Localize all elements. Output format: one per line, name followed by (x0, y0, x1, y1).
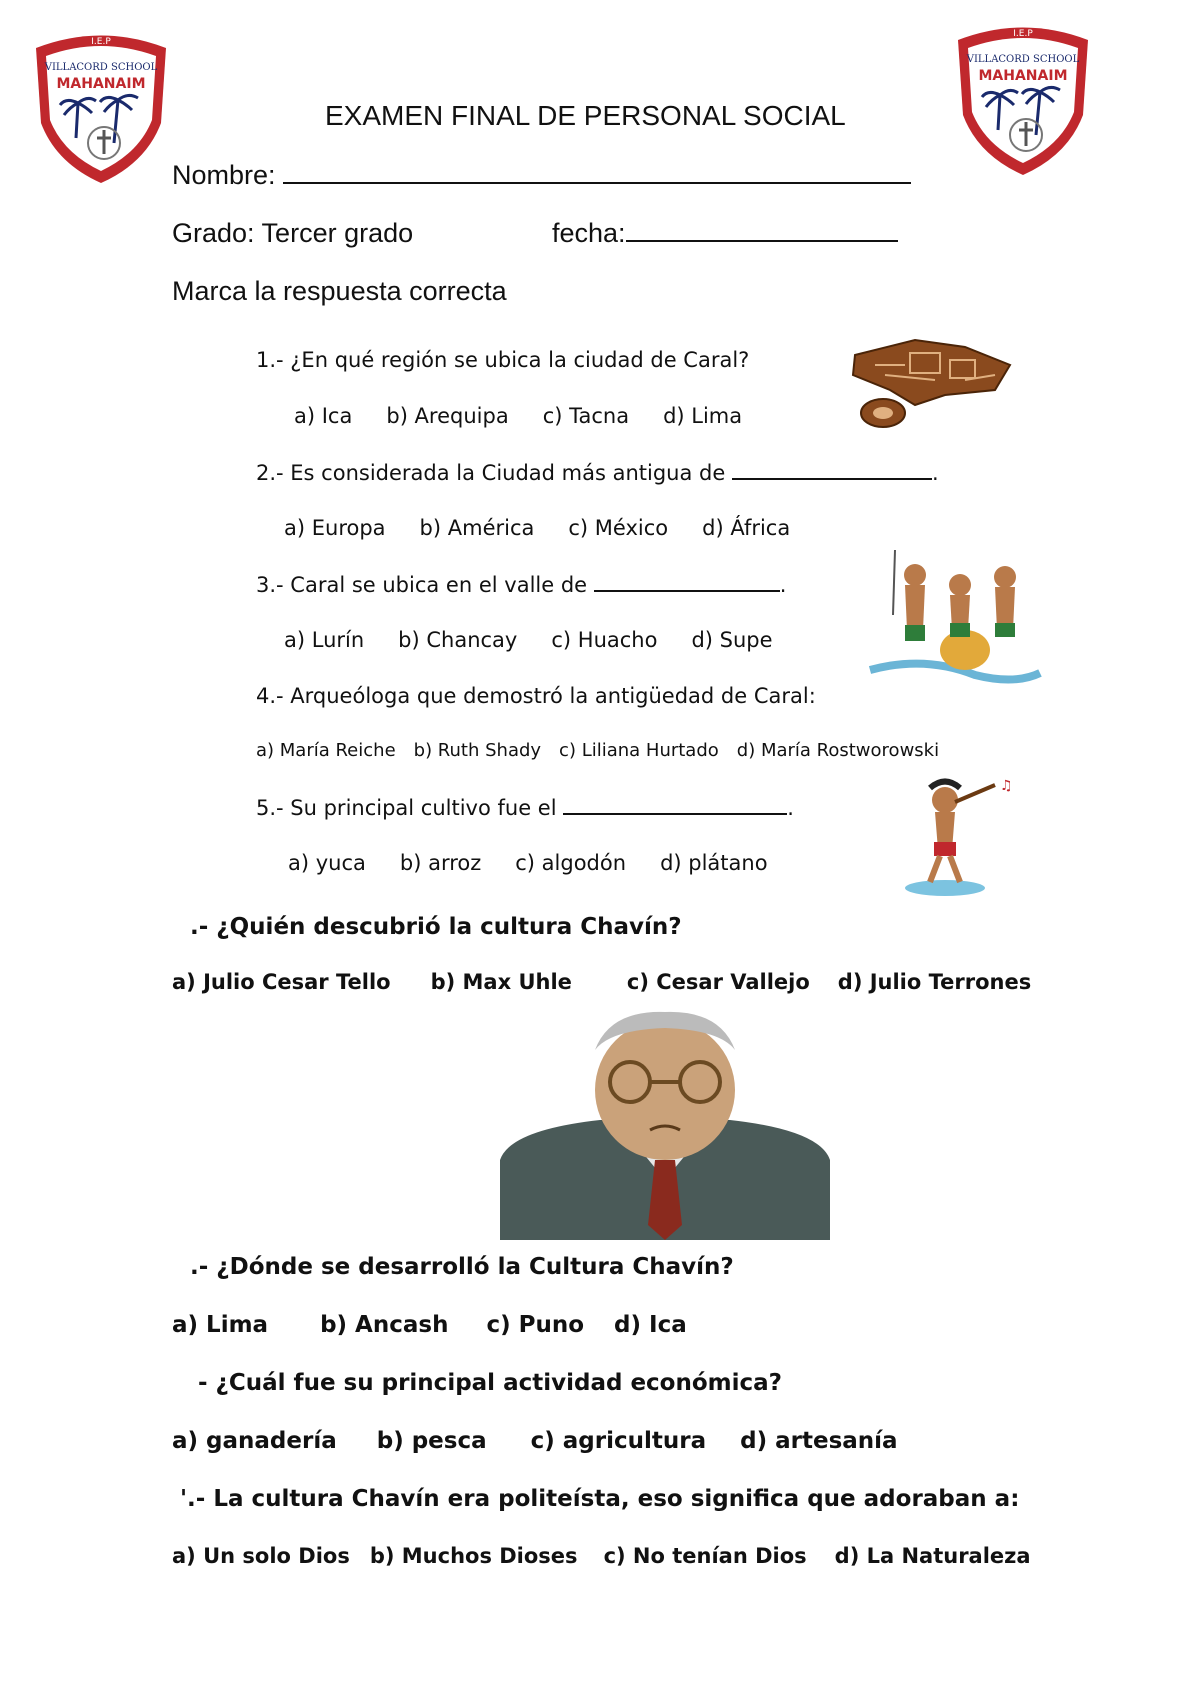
question-3-end: . (779, 573, 787, 597)
question-2-end: . (931, 461, 939, 485)
question-3 (256, 572, 786, 597)
julio-tello-portrait (490, 1010, 840, 1250)
page-title: EXAMEN FINAL DE PERSONAL SOCIAL (325, 100, 846, 131)
question-2-text: 2.- Es considerada la Ciudad más antigua de (256, 461, 726, 485)
question-2 (256, 460, 939, 485)
logo-brand: MAHANAIM (56, 76, 146, 92)
flute-player-illustration (900, 770, 1030, 900)
option[interactable]: c) agricultura (530, 1428, 707, 1454)
question-3-text: 3.- Caral se ubica en el valle de (256, 573, 588, 597)
option[interactable]: a) Europa (284, 516, 386, 540)
option[interactable]: b) Muchos Dioses (369, 1544, 578, 1568)
question-5-text: 5.- Su principal cultivo fue el (256, 796, 557, 820)
date-label: fecha: (552, 218, 626, 248)
option[interactable]: b) Chancay (398, 628, 518, 652)
question-6: .- ¿Quién descubrió la cultura Chavín? (190, 914, 682, 940)
options-2 (284, 516, 824, 540)
option[interactable]: d) Ica (614, 1312, 687, 1338)
options-8 (172, 1428, 898, 1454)
option[interactable]: c) México (568, 516, 669, 540)
grade-label: Grado: Tercer grado (172, 218, 414, 248)
question-5-end: . (787, 796, 794, 820)
option[interactable]: c) Cesar Vallejo (626, 970, 810, 994)
option[interactable]: c) algodón (515, 851, 627, 875)
option[interactable]: d) Supe (691, 628, 773, 652)
option[interactable]: d) Julio Terrones (837, 970, 1032, 994)
question-2-blank[interactable] (732, 460, 932, 480)
option[interactable]: a) ganadería (172, 1428, 337, 1454)
option[interactable]: c) Liliana Hurtado (559, 740, 719, 761)
options-1 (294, 404, 776, 428)
option[interactable]: b) Arequipa (386, 404, 509, 428)
options-7 (172, 1312, 687, 1338)
options-6 (172, 970, 1031, 994)
logo-school-name: VILLACORD SCHOOL (44, 62, 158, 73)
logo-tag: I.E.P (91, 37, 111, 47)
name-label: Nombre: (172, 160, 276, 190)
option[interactable]: d) La Naturaleza (834, 1544, 1031, 1568)
option[interactable]: c) Puno (486, 1312, 585, 1338)
option[interactable]: a) Lurín (284, 628, 365, 652)
question-5-blank[interactable] (563, 795, 787, 815)
option[interactable]: b) Ruth Shady (413, 740, 542, 761)
option[interactable]: b) Ancash (320, 1312, 449, 1338)
question-7: .- ¿Dónde se desarrolló la Cultura Chavín? (190, 1254, 734, 1280)
question-1: 1.- ¿En qué región se ubica la ciudad de Caral? (256, 348, 750, 372)
option[interactable]: d) Lima (663, 404, 743, 428)
option[interactable]: a) María Reiche (256, 740, 396, 761)
option[interactable]: d) África (702, 516, 791, 540)
question-8: - ¿Cuál fue su principal actividad económica? (198, 1370, 782, 1396)
option[interactable]: a) Lima (172, 1312, 269, 1338)
question-3-blank[interactable] (594, 572, 780, 592)
date-field[interactable] (552, 218, 898, 249)
options-4 (256, 740, 939, 761)
options-5 (288, 851, 802, 875)
option[interactable]: a) yuca (288, 851, 366, 875)
school-logo-right (948, 20, 1098, 180)
option[interactable]: c) Tacna (542, 404, 630, 428)
option[interactable]: b) América (419, 516, 535, 540)
instruction: Marca la respuesta correcta (172, 276, 507, 306)
options-3 (284, 628, 807, 652)
question-5 (256, 795, 794, 820)
question-4: 4.- Arqueóloga que demostró la antigüedad de Caral: (256, 684, 816, 708)
logo-school-name: VILLACORD SCHOOL (966, 54, 1080, 65)
question-9: '.- La cultura Chavín era politeísta, eso significa que adoraban a: (180, 1486, 1020, 1512)
option[interactable]: b) Max Uhle (430, 970, 572, 994)
name-field[interactable] (172, 160, 911, 191)
school-logo-left (26, 28, 176, 188)
option[interactable]: a) Julio Cesar Tello (172, 970, 391, 994)
option[interactable]: b) arroz (399, 851, 482, 875)
caral-map-illustration (845, 335, 1017, 431)
caral-people-illustration (865, 545, 1045, 685)
option[interactable]: d) María Rostworowski (736, 740, 940, 761)
option[interactable]: d) plátano (660, 851, 768, 875)
date-blank[interactable] (626, 220, 898, 242)
option[interactable]: a) Un solo Dios (172, 1544, 350, 1568)
option[interactable]: d) artesanía (740, 1428, 898, 1454)
option[interactable]: b) pesca (376, 1428, 487, 1454)
option[interactable]: a) Ica (294, 404, 353, 428)
option[interactable]: c) No tenían Dios (603, 1544, 807, 1568)
svg-text:♫: ♫ (1000, 778, 1013, 794)
logo-tag: I.E.P (1013, 29, 1033, 39)
logo-brand: MAHANAIM (978, 68, 1068, 84)
option[interactable]: c) Huacho (551, 628, 658, 652)
options-9 (172, 1544, 1031, 1568)
name-blank[interactable] (283, 162, 911, 184)
